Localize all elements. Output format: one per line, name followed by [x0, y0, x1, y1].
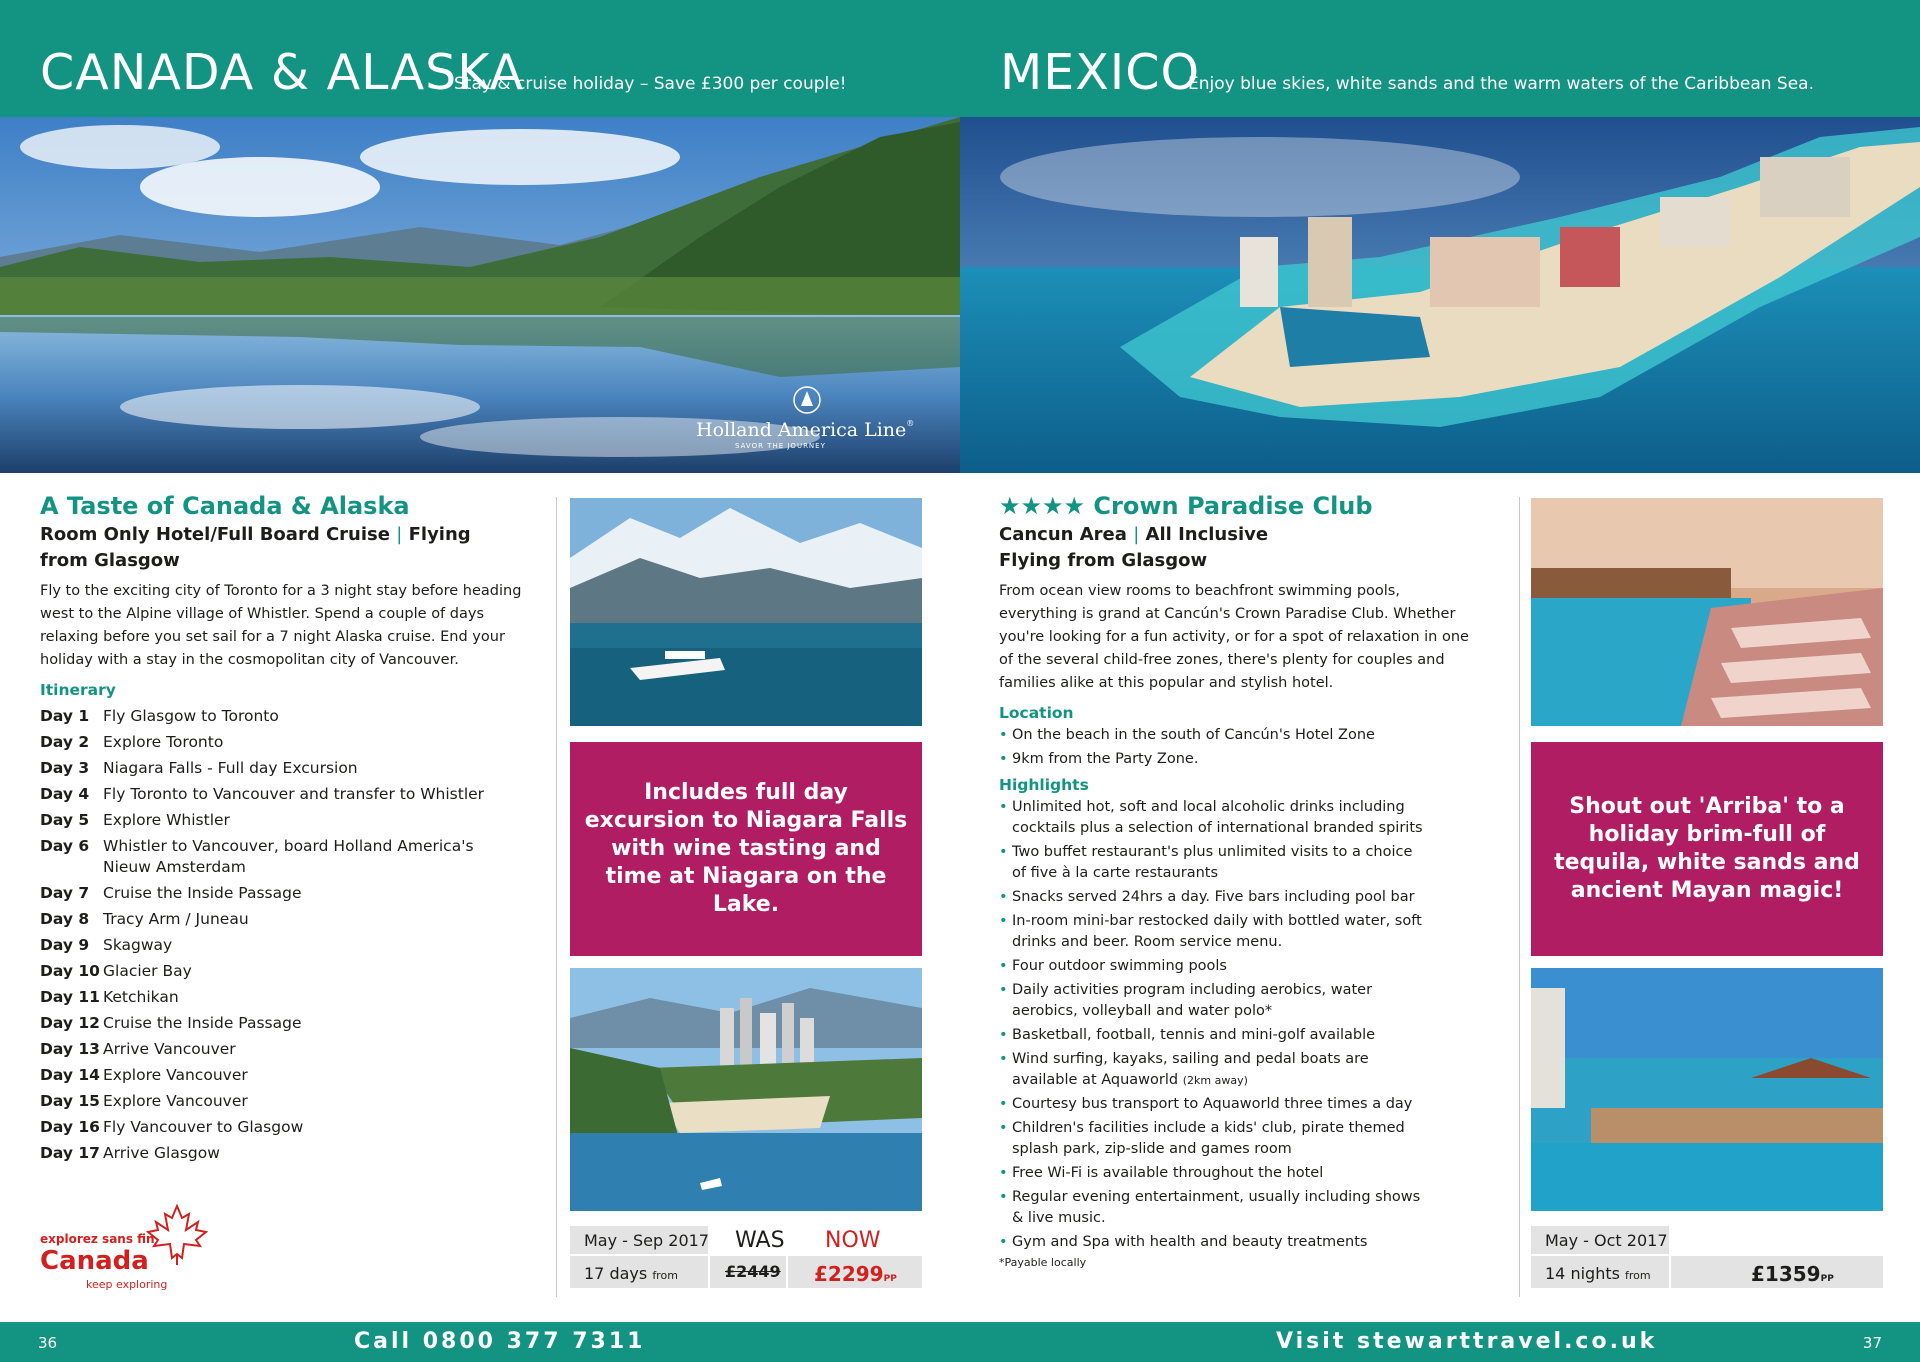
hero-image-lake: [0, 117, 960, 473]
photo-pool-sunset: [1531, 498, 1883, 726]
now-price: £2299: [814, 1262, 884, 1286]
list-item: • Four outdoor swimming pools: [999, 956, 1429, 977]
itinerary-item: [40, 880, 540, 906]
page-title: MEXICO: [1000, 44, 1201, 101]
itinerary-day: Day 15: [40, 1092, 100, 1110]
holland-america-logo-text: Holland America Line: [696, 419, 907, 441]
list-item: • On the beach in the south of Cancún's Hotel Zone: [999, 725, 1479, 746]
itinerary-day: Day 5: [40, 811, 90, 829]
separator: |: [396, 524, 403, 545]
list-item: • 9km from the Party Zone.: [999, 749, 1479, 770]
itinerary-item: [40, 703, 540, 729]
itinerary-day: Day 3: [40, 759, 90, 777]
itinerary-text: Fly Glasgow to Toronto: [103, 707, 279, 725]
itinerary-day: Day 4: [40, 785, 90, 803]
was-price: £2449: [725, 1262, 781, 1281]
itinerary-item: [40, 833, 540, 880]
from-label: from: [652, 1269, 678, 1282]
list-item: • Two buffet restaurant's plus unlimited visits to a choice of five à la carte restaurants: [999, 842, 1429, 884]
itinerary-text: Explore Toronto: [103, 733, 224, 751]
separator: |: [1133, 524, 1140, 545]
page-subtitle: Stay & cruise holiday – Save £300 per couple!: [454, 74, 847, 94]
list-item: • Unlimited hot, soft and local alcoholic drinks including cocktails plus a selection of international branded spirits: [999, 797, 1429, 839]
header-bar: [960, 0, 1920, 117]
list-item: • Gym and Spa with health and beauty treatments: [999, 1232, 1429, 1253]
itinerary-text: Ketchikan: [103, 988, 179, 1006]
itinerary-day: Day 13: [40, 1040, 100, 1058]
area: Cancun Area: [999, 524, 1127, 545]
canada-logo-tagline-fr: explorez sans fin: [40, 1232, 155, 1246]
duration: 17 days: [584, 1264, 648, 1283]
footnote: *Payable locally: [999, 1256, 1087, 1269]
footer-bar: [0, 1322, 960, 1362]
itinerary-day: Day 12: [40, 1014, 100, 1032]
list-item: • Basketball, football, tennis and mini-golf available: [999, 1025, 1429, 1046]
per-person: PP: [883, 1274, 897, 1284]
itinerary-item: [40, 781, 540, 807]
footer-bar: [960, 1322, 1920, 1362]
article-description: Fly to the exciting city of Toronto for a 3 night stay before heading west to the Alpine village of Whistler. Spend a couple of days relaxing before you set sail for a 7 night Alaska cruise. End your holiday with a stay in the cosmopolitan city of Vancouver.: [40, 583, 522, 668]
itinerary-text: Explore Whistler: [103, 811, 230, 829]
itinerary-day: Day 16: [40, 1118, 100, 1136]
itinerary-text: Skagway: [103, 936, 173, 954]
itinerary-day: Day 11: [40, 988, 100, 1006]
itinerary-text: Niagara Falls - Full day Excursion: [103, 759, 358, 777]
article-title: Crown Paradise Club: [1093, 492, 1373, 520]
now-label: NOW: [825, 1228, 881, 1253]
canada-logo-tagline-en: keep exploring: [86, 1278, 168, 1291]
was-label: WAS: [735, 1228, 785, 1253]
column-divider: [1519, 497, 1520, 1297]
website-link[interactable]: Visit stewarttravel.co.uk: [1276, 1329, 1658, 1354]
board-basis: Room Only Hotel/Full Board Cruise: [40, 524, 390, 545]
list-item: • Snacks served 24hrs a day. Five bars including pool bar: [999, 887, 1429, 908]
list-item: • Regular evening entertainment, usually including shows & live music.: [999, 1187, 1429, 1229]
page-subtitle: Enjoy blue skies, white sands and the warm waters of the Caribbean Sea.: [1188, 74, 1814, 94]
itinerary-day: Day 10: [40, 962, 100, 980]
promo-arriba: Shout out 'Arriba' to a holiday brim-full of tequila, white sands and ancient Mayan magic!: [1531, 742, 1883, 956]
itinerary-item: [40, 932, 540, 958]
itinerary-item: [40, 1114, 540, 1140]
list-item-text: Wind surfing, kayaks, sailing and pedal boats are available at Aquaworld: [1012, 1051, 1369, 1088]
itinerary-item: [40, 1010, 540, 1036]
canada-logo: [38, 1200, 218, 1295]
travel-dates: May - Sep 2017: [584, 1231, 709, 1250]
star-rating: ★★★★: [999, 492, 1086, 520]
itinerary-text: Whistler to Vancouver, board Holland America's Nieuw Amsterdam: [103, 837, 474, 876]
itinerary-text: Glacier Bay: [103, 962, 192, 980]
page-number: 37: [1862, 1334, 1882, 1352]
itinerary-day: Day 8: [40, 910, 90, 928]
itinerary-day: Day 14: [40, 1066, 100, 1084]
itinerary-day: Day 2: [40, 733, 90, 751]
registered-mark: ®: [906, 419, 915, 428]
from-label: from: [1625, 1269, 1651, 1282]
price-table-canada: [570, 1226, 922, 1288]
board-basis: All Inclusive: [1145, 524, 1269, 545]
itinerary-day: Day 17: [40, 1144, 100, 1162]
itinerary-heading: Itinerary: [40, 681, 116, 699]
hero-image-cancun: [960, 117, 1920, 473]
list-item: • Daily activities program including aerobics, water aerobics, volleyball and water polo*: [999, 980, 1429, 1022]
price: £1359: [1751, 1262, 1821, 1286]
photo-glacier-cruise: [570, 498, 922, 726]
itinerary-item: [40, 807, 540, 833]
highlights-heading: Highlights: [999, 776, 1089, 794]
itinerary-text: Cruise the Inside Passage: [103, 1014, 302, 1032]
maple-leaf-icon: [146, 1204, 208, 1266]
flying-from: Flying from Glasgow: [999, 550, 1208, 571]
aquaworld-distance: (2km away): [1182, 1074, 1248, 1087]
page-right: [960, 0, 1920, 1362]
itinerary-day: Day 7: [40, 884, 90, 902]
flying-origin: from Glasgow: [40, 550, 180, 571]
itinerary-item: [40, 1088, 540, 1114]
flying-label: Flying: [408, 524, 471, 545]
location-heading: Location: [999, 704, 1074, 722]
list-item: [999, 1049, 1429, 1091]
itinerary-item: [40, 755, 540, 781]
per-person: PP: [1820, 1274, 1834, 1284]
page-title: CANADA & ALASKA: [40, 44, 525, 101]
itinerary-day: Day 6: [40, 837, 90, 855]
price-table-mexico: [1531, 1226, 1883, 1288]
article-title: A Taste of Canada & Alaska: [40, 492, 410, 520]
page-number: 36: [38, 1334, 58, 1352]
promo-niagara: Includes full day excursion to Niagara Falls with wine tasting and time at Niagara on the Lake.: [570, 742, 922, 956]
phone-cta[interactable]: Call 0800 377 7311: [354, 1329, 646, 1354]
itinerary-item: [40, 1140, 540, 1166]
itinerary-text: Explore Vancouver: [103, 1066, 248, 1084]
list-item: • Free Wi-Fi is available throughout the hotel: [999, 1163, 1429, 1184]
canada-logo-wordmark: Canada: [40, 1246, 149, 1276]
itinerary-text: Arrive Vancouver: [103, 1040, 236, 1058]
column-divider: [556, 497, 557, 1297]
itinerary-text: Explore Vancouver: [103, 1092, 248, 1110]
list-item: • Children's facilities include a kids' club, pirate themed splash park, zip-slide and games room: [999, 1118, 1429, 1160]
itinerary-text: Cruise the Inside Passage: [103, 884, 302, 902]
itinerary-item: [40, 906, 540, 932]
article-canada: [40, 490, 540, 1166]
itinerary-list: [40, 703, 540, 1166]
location-list: [999, 725, 1479, 770]
itinerary-text: Arrive Glasgow: [103, 1144, 220, 1162]
itinerary-text: Fly Toronto to Vancouver and transfer to Whistler: [103, 785, 485, 803]
itinerary-item: [40, 1062, 540, 1088]
travel-dates: May - Oct 2017: [1545, 1231, 1668, 1250]
itinerary-item: [40, 1036, 540, 1062]
header-bar: [0, 0, 960, 117]
holland-america-tagline: SAVOR THE JOURNEY: [735, 442, 826, 450]
itinerary-text: Fly Vancouver to Glasgow: [103, 1118, 304, 1136]
duration: 14 nights: [1545, 1264, 1620, 1283]
list-item: • Courtesy bus transport to Aquaworld three times a day: [999, 1094, 1429, 1115]
itinerary-text: Tracy Arm / Juneau: [103, 910, 249, 928]
highlights-list: [999, 797, 1429, 1253]
article-description: From ocean view rooms to beachfront swimming pools, everything is grand at Cancún's Crown Paradise Club. Whether you're looking for a fun activity, or for a spot of relaxation in one of the several child-free zones, there's plenty for couples and families alike at this popular and stylish hotel.: [999, 583, 1469, 691]
photo-vancouver: [570, 968, 922, 1211]
photo-beach-pool: [1531, 968, 1883, 1211]
itinerary-item: [40, 958, 540, 984]
article-mexico: [999, 490, 1479, 1269]
itinerary-item: [40, 729, 540, 755]
itinerary-item: [40, 984, 540, 1010]
itinerary-day: Day 1: [40, 707, 90, 725]
itinerary-day: Day 9: [40, 936, 90, 954]
list-item: • In-room mini-bar restocked daily with bottled water, soft drinks and beer. Room service menu.: [999, 911, 1429, 953]
